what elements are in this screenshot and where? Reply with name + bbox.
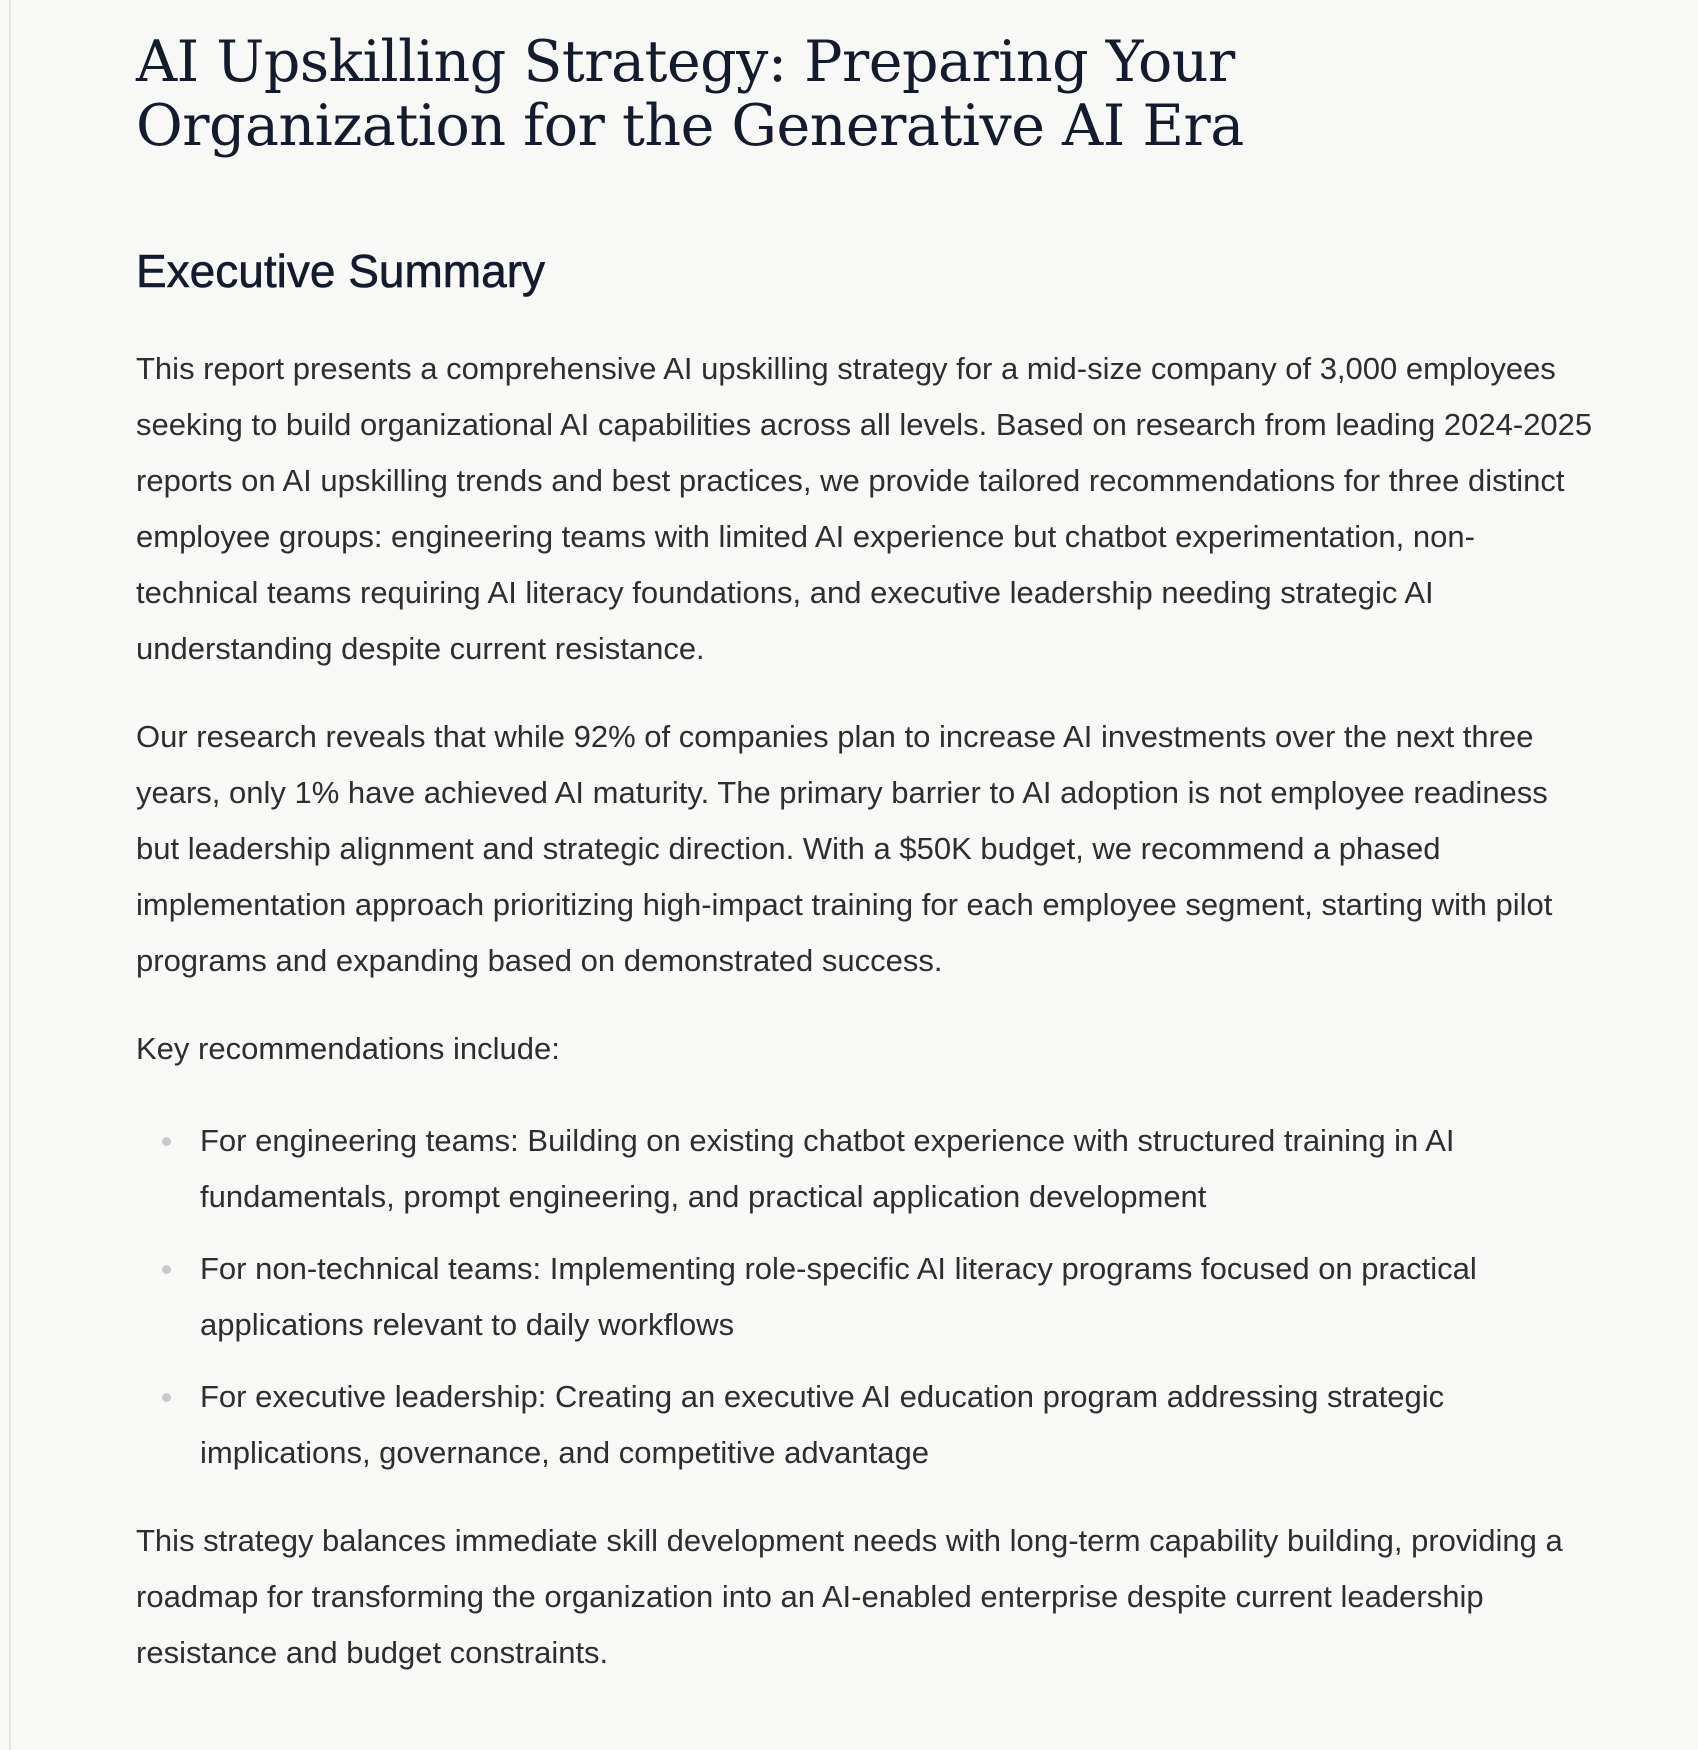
section-heading: Executive Summary	[136, 245, 546, 297]
bullet-dot-icon	[162, 1137, 171, 1146]
recommendations-list	[136, 1113, 1596, 1481]
key-recommendations-intro: Key recommendations include:	[136, 1031, 560, 1066]
document-title: AI Upskilling Strategy: Preparing Your Organization for the Generative AI Era	[136, 29, 1244, 159]
left-border-rule	[9, 0, 11, 1750]
summary-paragraph-2: Our research reveals that while 92% of companies plan to increase AI investments over the next three years, only 1% have achieved AI maturity. The primary barrier to AI adoption is not employee readiness but leadership alignment and strategic direction. With a $50K budget, we recommend a phased implementation approach prioritizing high-impact training for each employee segment, starting with pilot programs and expanding based on demonstrated success.	[136, 719, 1553, 978]
bullet-dot-icon	[162, 1393, 171, 1402]
document-body	[136, 30, 1596, 1681]
list-item-text: For non-technical teams: Implementing role-specific AI literacy programs focused on practical applications relevant to daily workflows	[200, 1251, 1477, 1342]
executive-summary-section	[136, 244, 1596, 1681]
list-item	[200, 1113, 1596, 1225]
list-item-text: For engineering teams: Building on existing chatbot experience with structured training in AI fundamentals, prompt engineering, and practical application development	[200, 1123, 1455, 1214]
bullet-dot-icon	[162, 1265, 171, 1274]
list-item-text: For executive leadership: Creating an executive AI education program addressing strategic implications, governance, and competitive advantage	[200, 1379, 1445, 1470]
list-item	[200, 1241, 1596, 1353]
list-item	[200, 1369, 1596, 1481]
summary-paragraph-1: This report presents a comprehensive AI upskilling strategy for a mid-size company of 3,000 employees seeking to build organizational AI capabilities across all levels. Based on research from leading 2024-2025 reports on AI upskilling trends and best practices, we provide tailored recommendations for three distinct employee groups: engineering teams with limited AI experience but chatbot experimentation, non-technical teams requiring AI literacy foundations, and executive leadership needing strategic AI understanding despite current resistance.	[136, 351, 1593, 666]
summary-paragraph-4: This strategy balances immediate skill development needs with long-term capability building, providing a roadmap for transforming the organization into an AI-enabled enterprise despite current leadership resistance and budget constraints.	[136, 1523, 1563, 1670]
